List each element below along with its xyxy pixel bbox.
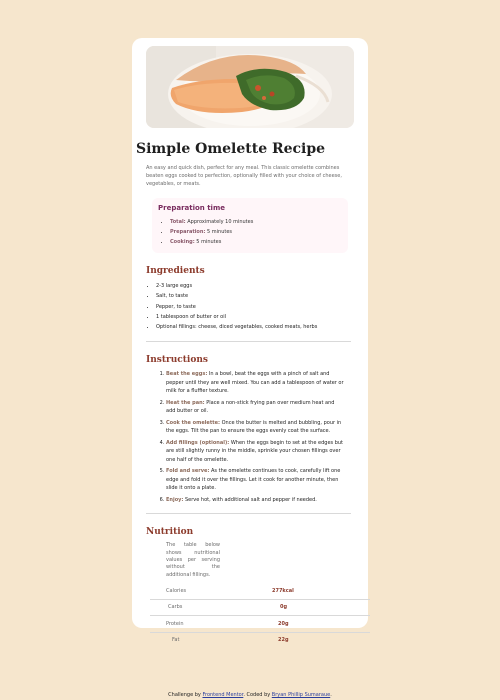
preparation-title: Preparation time (158, 204, 226, 212)
instruction-step (166, 399, 344, 416)
prep-key: Total: (170, 219, 186, 225)
nutrition-value: 20g (272, 616, 370, 633)
nutrition-label: Calories (150, 583, 272, 599)
step-key: Add fillings (optional): (166, 439, 230, 446)
prep-key: Preparation: (170, 229, 206, 235)
ingredients-list (146, 281, 354, 332)
step-text: In a bowl, beat the eggs with a pinch of salt and pepper until they are well mixed. You can add a tablespoon of water or milk for a fluffier texture. (166, 371, 344, 395)
nutrition-value: 0g (272, 599, 370, 616)
prep-value: 5 minutes (205, 229, 233, 235)
recipe-intro: An easy and quick dish, perfect for any meal. This classic omelette combines beaten eggs cooked to perfection, optionally filled with your choice of cheese, vegetables, or meats. (146, 165, 342, 187)
author-link[interactable]: Bryan Phillip Sumaraue (271, 692, 331, 698)
step-key: Enjoy: (166, 496, 184, 503)
instruction-step (166, 370, 344, 396)
nutrition-intro: The table below shows nutritional values per serving without the additional fillings. (166, 542, 220, 578)
divider (146, 513, 351, 514)
nutrition-label: Fat (172, 637, 180, 644)
step-key: Beat the eggs: (166, 371, 208, 378)
step-text: When the eggs begin to set at the edges but are still slightly runny in the middle, sprinkle your chosen fillings over one half of the omelette. (166, 439, 344, 463)
step-key: Cook the omelette: (166, 419, 220, 426)
preparation-box (152, 198, 348, 253)
step-text: Once the butter is melted and bubbling, pour in the eggs. Tilt the pan to ensure the eggs evenly coat the surface. (166, 419, 342, 435)
instruction-step (166, 467, 344, 493)
step-text: As the omelette continues to cook, carefully lift one edge and fold it over the fillings. Let it cook for another minute, then slide it onto a plate. (166, 468, 341, 492)
instructions-title: Instructions (146, 355, 208, 366)
ingredients-title: Ingredients (146, 266, 205, 276)
list-item: • 1 tablespoon of butter or oil (156, 312, 354, 322)
list-item: • 2-3 large eggs (156, 281, 354, 291)
table-row (150, 616, 370, 633)
instruction-step (166, 496, 344, 505)
prep-value: 5 minutes (194, 239, 222, 245)
table-row (150, 599, 370, 616)
nutrition-label: Protein (150, 616, 272, 633)
prep-item-preparation (170, 227, 348, 237)
step-text: Serve hot, with additional salt and pepper if needed. (183, 496, 317, 503)
page-title: Simple Omelette Recipe (136, 141, 326, 157)
nutrition-table (150, 583, 370, 648)
preparation-list (158, 217, 348, 247)
prep-item-total (170, 217, 348, 227)
nutrition-label: Carbs (150, 599, 272, 616)
nutrition-title: Nutrition (146, 527, 194, 538)
nutrition-value: 22g (278, 637, 289, 644)
prep-value: Approximately 10 minutes (185, 219, 254, 225)
table-row (150, 632, 370, 648)
frontend-mentor-link[interactable]: Frontend Mentor (202, 692, 244, 698)
prep-item-cooking (170, 237, 348, 247)
instruction-step (166, 439, 344, 465)
attribution (0, 692, 500, 699)
nutrition-value: 277kcal (272, 583, 370, 599)
step-key: Heat the pan: (166, 399, 205, 406)
list-item: • Optional fillings: cheese, diced vegetables, cooked meats, herbs (156, 322, 354, 332)
table-row (150, 583, 370, 599)
instructions-list (146, 370, 344, 504)
attribution-middle: . Coded by (243, 692, 272, 698)
omelette-illustration (146, 46, 354, 128)
prep-key: Cooking: (170, 239, 195, 245)
step-text: Place a non-stick frying pan over medium heat and add butter or oil. (166, 399, 335, 415)
list-item: • Salt, to taste (156, 291, 354, 301)
list-item: • Pepper, to taste (156, 302, 354, 312)
attribution-suffix: . (330, 692, 332, 698)
omelette-image (146, 46, 354, 128)
attribution-prefix: Challenge by (168, 692, 203, 698)
instruction-step (166, 419, 344, 436)
divider (146, 341, 351, 342)
recipe-card (132, 38, 368, 628)
step-key: Fold and serve: (166, 468, 210, 475)
